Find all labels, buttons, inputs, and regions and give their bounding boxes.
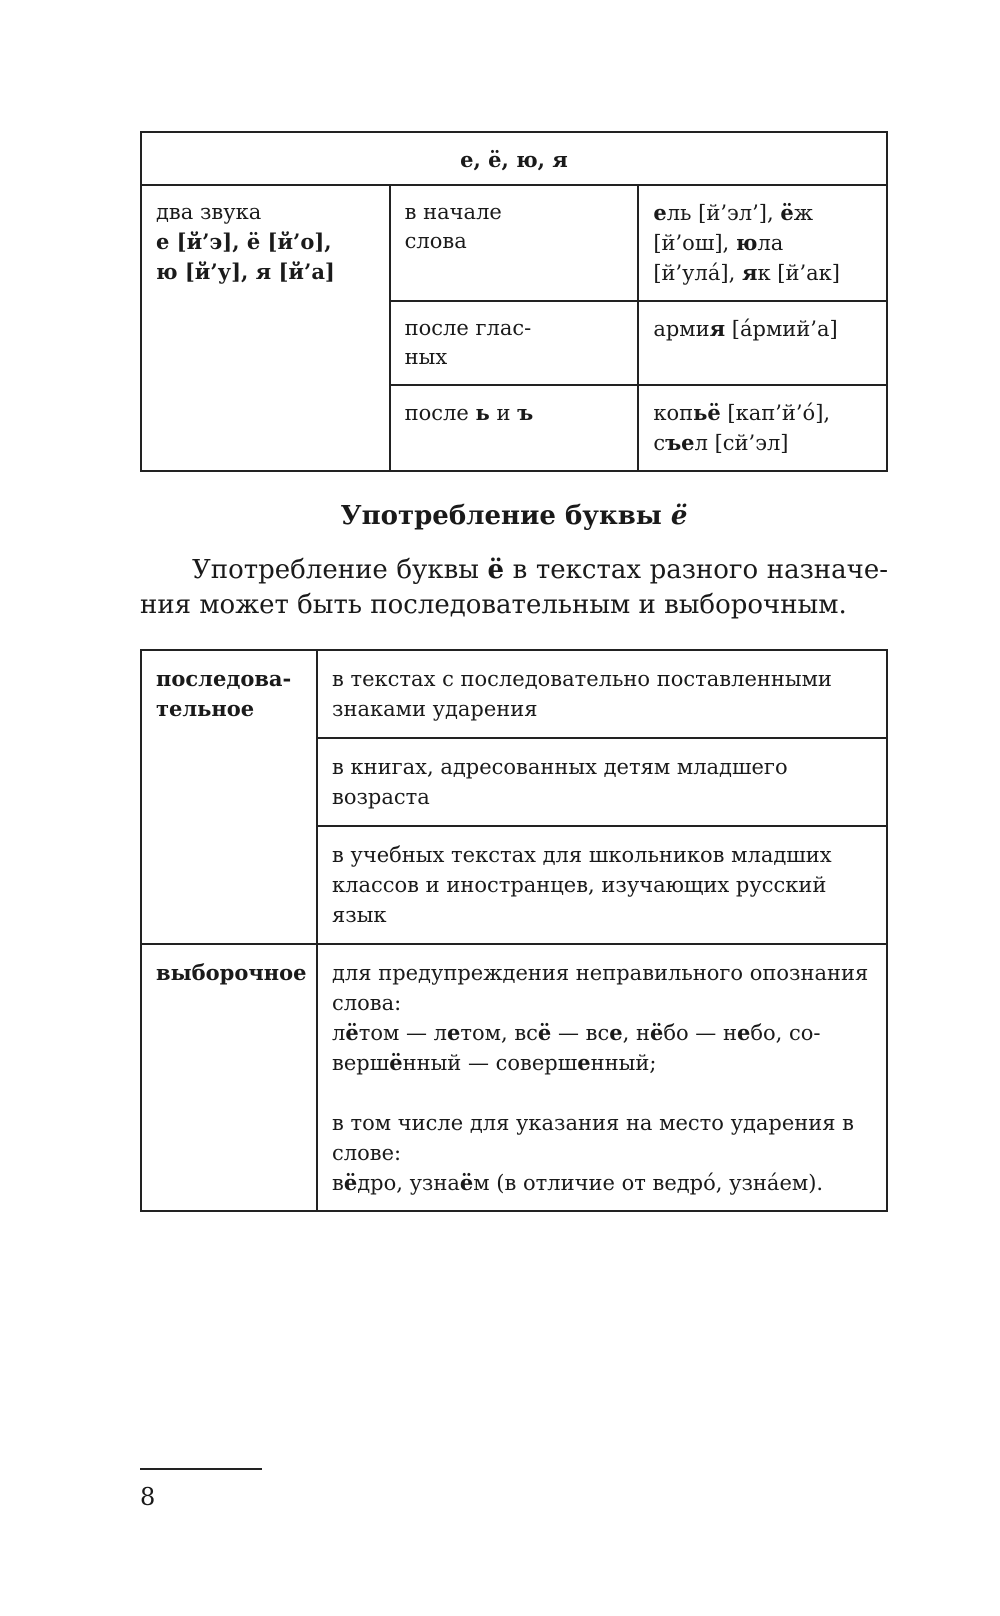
usage-row-children-books: в книгах, адресованных детям младшего возраста (317, 738, 887, 826)
selective-intro: для предупреждения неправильного опознания слова: (332, 961, 869, 1015)
usage-table (140, 649, 888, 1212)
letters-table (140, 131, 888, 472)
selective-label: выборочное (141, 944, 317, 1211)
usage-row-selective (317, 944, 887, 1211)
two-sounds-label: два звука (156, 200, 262, 224)
usage-row-textbooks: в учебных текстах для школьников младших классов и иностранцев, изучающих русский язык (317, 826, 887, 944)
examples-after-signs: копьё [кап’й’о́], съел [сй’эл] (638, 385, 887, 471)
position-word-start: в начале слова (390, 185, 639, 301)
two-sounds-line2: е [й’э], ё [й’о], (156, 229, 332, 254)
stress-intro: в том числе для указания на место ударения в слове: (332, 1111, 855, 1165)
stress-examples: вёдро, узнаём (в отличие от ведро́, узна́ем). (332, 1170, 824, 1195)
two-sounds-cell (141, 185, 390, 471)
position-after-signs: после ь и ъ (390, 385, 639, 471)
usage-row-stress-marks: в текстах с последовательно поставленными знаками ударения (317, 650, 887, 738)
position-after-vowels: после глас- ных (390, 301, 639, 385)
examples-word-start: ель [й’эл’], ёж [й’ош], юла [й’ула́], як [й’ак] (638, 185, 887, 301)
section-title: Употребление буквы ё (340, 501, 688, 531)
footer-rule (140, 1468, 262, 1470)
selective-examples: лётом — летом, всё — все, нёбо — небо, со- вершённый — совершенный; (332, 1020, 821, 1075)
letters-table-header: е, ё, ю, я (141, 132, 887, 185)
two-sounds-line3: ю [й’у], я [й’а] (156, 259, 335, 284)
intro-paragraph: Употребление буквы ё в текстах разного назначе- ния может быть последовательным и выборочным. (140, 555, 888, 620)
examples-after-vowels: армия [а́рмий’а] (638, 301, 887, 385)
consistent-label: последова- тельное (141, 650, 317, 944)
page-number: 8 (140, 1483, 156, 1511)
